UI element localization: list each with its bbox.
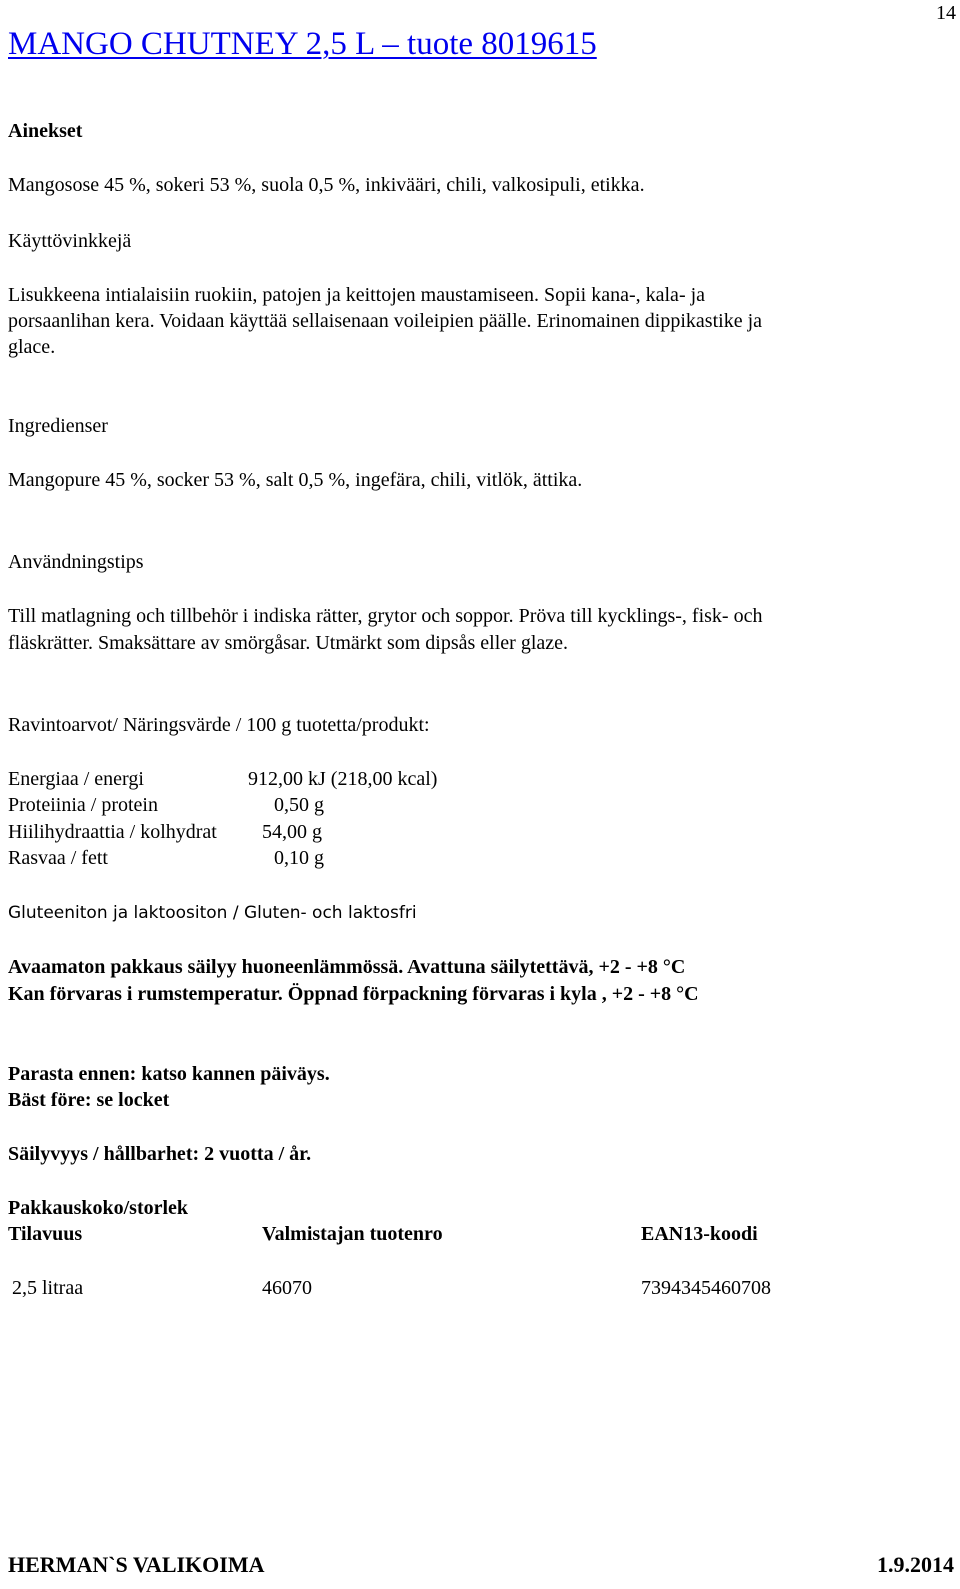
package-value-ean: 7394345460708 — [641, 1277, 771, 1299]
shelf-life: Säilyvyys / hållbarhet: 2 vuotta / år. — [8, 1143, 312, 1165]
nutrition-label-carbohydrate: Hiilihydraattia / kolhydrat — [8, 821, 217, 843]
nutrition-value-fat: 0,10 g — [274, 847, 324, 869]
package-heading: Pakkauskoko/storlek — [8, 1197, 189, 1219]
gluten-note: Gluteeniton ja laktoositon / Gluten- och laktosfri — [8, 903, 417, 923]
nutrition-value-carbohydrate: 54,00 g — [262, 821, 322, 843]
kayttovinkkeja-line: glace. — [8, 336, 56, 358]
best-before-fi: Parasta ennen: katso kannen päiväys. — [8, 1063, 330, 1085]
kayttovinkkeja-line: Lisukkeena intialaisiin ruokiin, patojen ja keittojen maustamiseen. Sopii kana-, kala- ja — [8, 284, 706, 306]
page-number: 14 — [936, 2, 956, 24]
footer-date: 1.9.2014 — [877, 1552, 954, 1577]
nutrition-label-energy: Energiaa / energi — [8, 768, 144, 790]
footer-brand: HERMAN`S VALIKOIMA — [8, 1552, 265, 1577]
nutrition-heading: Ravintoarvot/ Näringsvärde / 100 g tuotetta/produkt: — [8, 714, 430, 736]
package-col-volume: Tilavuus — [8, 1223, 83, 1245]
storage-line-sv: Kan förvaras i rumstemperatur. Öppnad förpackning förvaras i kyla , +2 - +8 °C — [8, 983, 699, 1005]
package-value-product-no: 46070 — [262, 1277, 312, 1299]
ainekset-heading: Ainekset — [8, 120, 83, 142]
storage-line-fi: Avaamaton pakkaus säilyy huoneenlämmössä. Avattuna säilytettävä, +2 - +8 °C — [8, 956, 686, 978]
product-title[interactable]: MANGO CHUTNEY 2,5 L – tuote 8019615 — [8, 26, 597, 62]
nutrition-label-protein: Proteiinia / protein — [8, 794, 158, 816]
ingredienser-text: Mangopure 45 %, socker 53 %, salt 0,5 %, ingefära, chili, vitlök, ättika. — [8, 469, 583, 491]
package-col-product-no: Valmistajan tuotenro — [262, 1223, 443, 1245]
kayttovinkkeja-heading: Käyttövinkkejä — [8, 230, 132, 252]
anvandningstips-line: fläskrätter. Smaksättare av smörgåsar. Utmärkt som dipsås eller glaze. — [8, 632, 569, 654]
best-before-sv: Bäst före: se locket — [8, 1089, 170, 1111]
package-col-ean: EAN13-koodi — [641, 1223, 758, 1245]
nutrition-label-fat: Rasvaa / fett — [8, 847, 108, 869]
ingredienser-heading: Ingredienser — [8, 415, 108, 437]
nutrition-value-protein: 0,50 g — [274, 794, 324, 816]
kayttovinkkeja-line: porsaanlihan kera. Voidaan käyttää sellaisenaan voileipien päälle. Erinomainen dippikastike ja — [8, 310, 763, 332]
anvandningstips-heading: Användningstips — [8, 551, 144, 573]
anvandningstips-line: Till matlagning och tillbehör i indiska rätter, grytor och soppor. Pröva till kycklings-, fisk- och — [8, 605, 763, 627]
ainekset-text: Mangosose 45 %, sokeri 53 %, suola 0,5 %, inkivääri, chili, valkosipuli, etikka. — [8, 174, 645, 196]
nutrition-value-energy: 912,00 kJ (218,00 kcal) — [248, 768, 438, 790]
package-value-volume: 2,5 litraa — [12, 1277, 84, 1299]
